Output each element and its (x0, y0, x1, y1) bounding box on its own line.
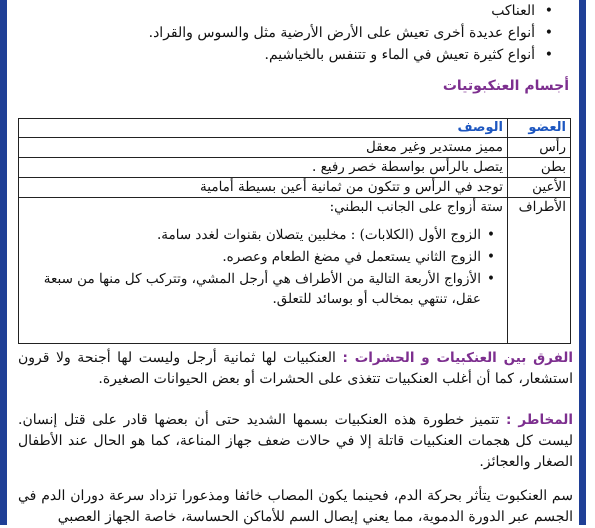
header-organ: العضو (508, 119, 571, 138)
list-item: • الأزواج الأربعة التالية من الأطراف هي أرجل المشي، وتتركب كل منها من سبعة عقل، تنتهي بمخالب أو بوسائد للتعلق. (23, 269, 503, 309)
list-item: • العناكب (14, 0, 573, 22)
organ-cell: الأطراف (508, 198, 571, 344)
table-row (19, 178, 571, 198)
table-row-limbs (19, 198, 571, 344)
organ-cell: رأس (508, 138, 571, 158)
list-item: • الزوج الثاني يستعمل في مضغ الطعام وعصره. (23, 247, 503, 267)
difference-label: الفرق بين العنكبيات و الحشرات : (342, 350, 573, 366)
description-cell: مميز مستدير وغير معقل (19, 138, 508, 158)
organ-cell: الأعين (508, 178, 571, 198)
header-description: الوصف (19, 119, 508, 138)
dangers-paragraph (18, 410, 573, 473)
difference-paragraph (18, 348, 573, 390)
dangers-text: تتميز خطورة هذه العنكبيات بسمها الشديد حتى أن بعضها قادر على قتل إنسان. ليست كل هجمات العنكبيات قاتلة إلا في حالات ضعف جهاز المناعة، كما هو الحال عند الأطفال الصغار والعجائز. (18, 412, 573, 470)
table-header-row (19, 119, 571, 138)
description-cell: يتصل بالرأس بواسطة خصر رفيع . (19, 158, 508, 178)
table-row (19, 158, 571, 178)
difference-text: العنكبيات لها ثمانية أرجل وليست لها أجنحة ولا قرون استشعار، كما أن أغلب العنكبيات تتغذى على الحشرات أو بعض الحيوانات الصغيرة. (18, 350, 573, 387)
page-border-left (0, 0, 7, 525)
table-row (19, 138, 571, 158)
description-cell: توجد في الرأس و تتكون من ثمانية أعين بسيطة أمامية (19, 178, 508, 198)
dangers-label: المخاطر : (505, 412, 574, 428)
page-border-right (579, 0, 586, 525)
closing-paragraph: سم العنكبوت يتأثر بحركة الدم، فحينما يكون المصاب خائفا ومذعورا تزداد سرعة دوران الدم في الجسم عبر الدورة الدموية، مما يعني إيصال السم للأماكن الحساسة، خاصة الجهاز العصبي (18, 488, 573, 525)
organs-table (18, 118, 571, 344)
description-cell (19, 198, 508, 344)
list-item: • أنواع كثيرة تعيش في الماء و تتنفس بالخياشيم. (14, 44, 573, 66)
section-title: أجسام العنكبوتيات (442, 78, 569, 94)
limbs-intro: ستة أزواج على الجانب البطني: (329, 199, 503, 215)
list-item: • الزوج الأول (الكلابات) : مخلبين يتصلان بقنوات لغدد سامة. (23, 225, 503, 245)
arachnid-types-list (14, 0, 573, 66)
limb-pairs-list (23, 225, 503, 309)
organ-cell: بطن (508, 158, 571, 178)
document-content (14, 0, 573, 525)
list-item: • أنواع عديدة أخرى تعيش على الأرض الأرضية مثل والسوس والقراد. (14, 22, 573, 44)
